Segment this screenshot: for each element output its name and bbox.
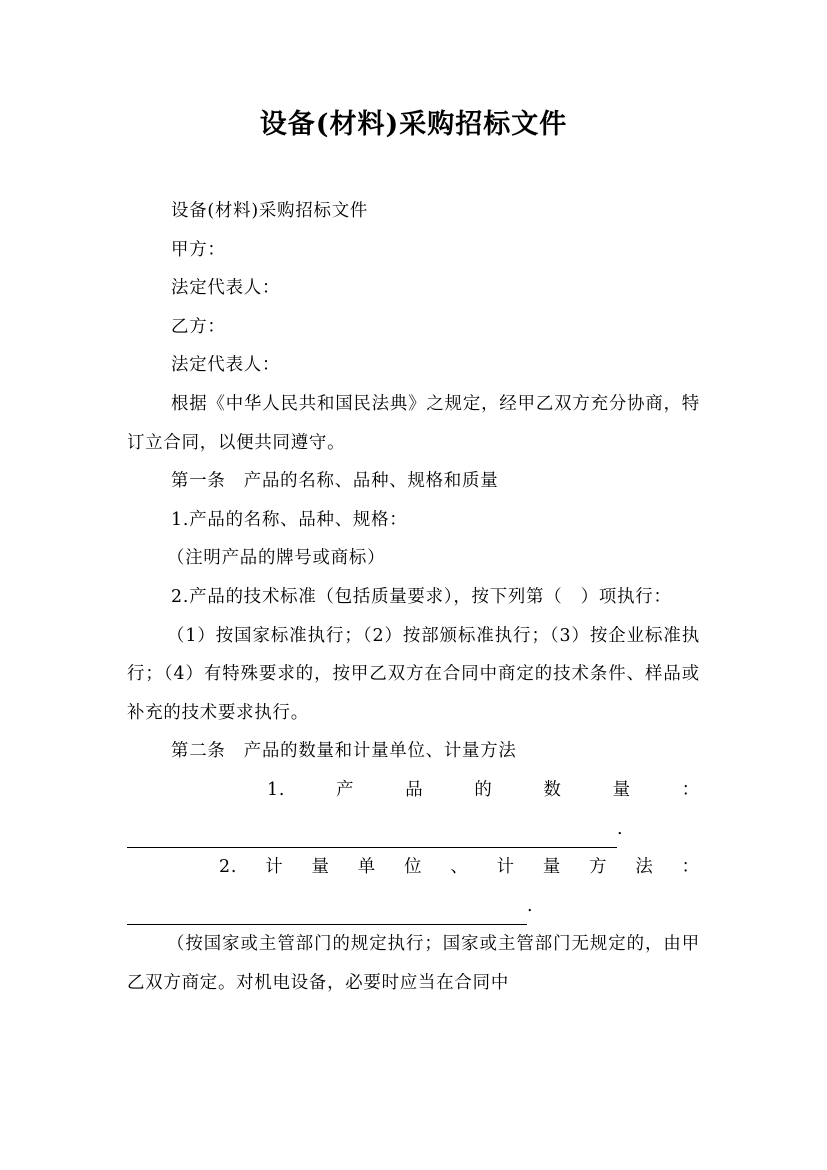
preamble-paragraph: 根据《中华人民共和国民法典》之规定，经甲乙双方充分协商，特订立合同，以便共同遵守。 <box>127 393 700 453</box>
l14-char-3: 单 <box>357 857 376 878</box>
article-two-heading: 第二条 产品的数量和计量单位、计量方法 <box>171 741 517 762</box>
l14-char-5: 、 <box>450 857 469 878</box>
l14-char-10: ： <box>681 857 700 878</box>
l13-char-4: 数 <box>543 779 562 800</box>
party-b-label: 乙方： <box>171 316 226 337</box>
l13-char-2: 品 <box>405 779 424 800</box>
brand-note: （注明产品的牌号或商标） <box>167 548 386 569</box>
l13-char-0: 1. <box>267 779 286 800</box>
l14-char-1: 计 <box>265 857 284 878</box>
l14-char-2: 量 <box>311 857 330 878</box>
quantity-blank-line <box>127 810 700 849</box>
unit-method-label-spread <box>127 848 700 887</box>
unit-method-blank-line <box>127 887 700 926</box>
standard-options-paragraph: （1）按国家标准执行；（2）按部颁标准执行；（3）按企业标准执行；（4）有特殊要求的，按甲乙双方在合同中商定的技术条件、样品或补充的技术要求执行。 <box>127 625 700 723</box>
product-name-item: 1.产品的名称、品种、规格： <box>171 509 408 530</box>
measurement-rule-paragraph: （按国家或主管部门的规定执行；国家或主管部门无规定的，由甲乙双方商定。对机电设备，必要时应当在合同中 <box>127 934 700 993</box>
l14-char-0: 2. <box>219 857 238 878</box>
party-a-representative-label: 法定代表人： <box>171 278 281 299</box>
l14-char-4: 位 <box>404 857 423 878</box>
party-b-representative-label: 法定代表人： <box>171 355 281 376</box>
l13-char-1: 产 <box>336 779 355 800</box>
unit-method-period: . <box>527 895 534 916</box>
quantity-field-line <box>127 771 700 848</box>
l13-char-5: 量 <box>612 779 631 800</box>
document-title: 设备(材料)采购招标文件 <box>259 109 568 140</box>
article-one-heading: 第一条 产品的名称、品种、规格和质量 <box>171 471 499 492</box>
quantity-label-spread <box>127 771 700 810</box>
party-a-label: 甲方： <box>171 239 226 260</box>
quantity-period: . <box>617 818 624 839</box>
document-body <box>127 192 700 1002</box>
unit-method-blank <box>127 900 527 925</box>
l14-char-6: 计 <box>496 857 515 878</box>
l14-char-7: 量 <box>542 857 562 878</box>
l13-char-3: 的 <box>474 779 493 800</box>
quantity-blank <box>127 823 617 848</box>
paragraph-heading: 设备(材料)采购招标文件 <box>171 201 369 221</box>
l14-char-9: 法 <box>635 857 654 878</box>
technical-standard-item: 2.产品的技术标准（包括质量要求），按下列第（ ）项执行： <box>171 586 672 607</box>
l14-char-8: 方 <box>589 857 608 878</box>
l13-char-6: ： <box>681 779 700 800</box>
unit-method-field-line <box>127 848 700 925</box>
